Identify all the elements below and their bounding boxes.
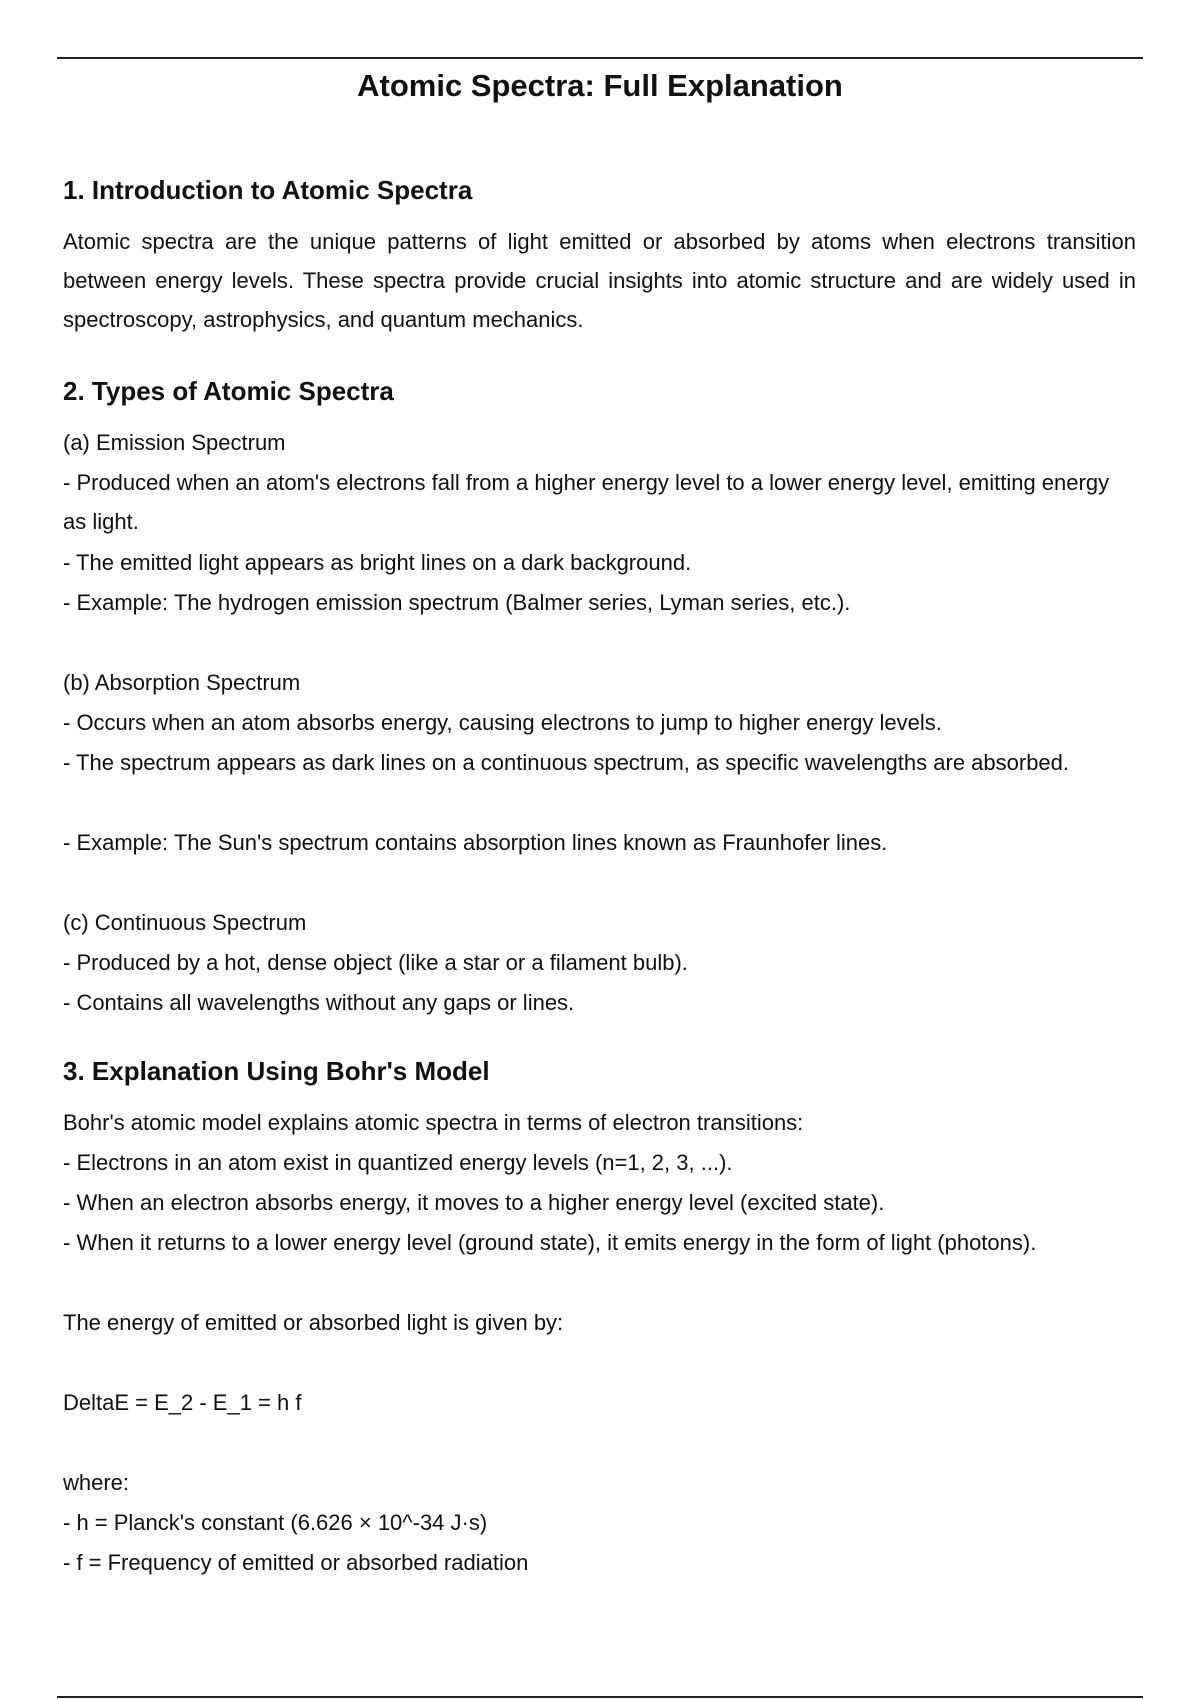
introduction-paragraph: Atomic spectra are the unique patterns of light emitted or absorbed by atoms when electrons transition between energy levels. These spectra provide crucial insights into atomic structure and are widely used in spectroscopy, astrophysics, and quantum mechanics. — [63, 229, 1136, 332]
energy-intro: The energy of emitted or absorbed light is given by: — [63, 1310, 564, 1335]
emission-bullet: - Produced when an atom's electrons fall from a higher energy level to a lower energy level, emitting energy as light. — [63, 470, 1110, 534]
subsection-title-continuous: (c) Continuous Spectrum — [63, 910, 307, 935]
energy-formula: DeltaE = E_2 - E_1 = h f — [63, 1390, 302, 1415]
emission-bullet: - Example: The hydrogen emission spectrum (Balmer series, Lyman series, etc.). — [63, 590, 851, 615]
bohr-bullet: - When it returns to a lower energy level (ground state), it emits energy in the form of light (photons). — [63, 1230, 1037, 1255]
subsection-title-absorption: (b) Absorption Spectrum — [63, 670, 301, 695]
absorption-bullet: - Example: The Sun's spectrum contains absorption lines known as Fraunhofer lines. — [63, 830, 888, 855]
continuous-bullet: - Produced by a hot, dense object (like a star or a filament bulb). — [63, 950, 688, 975]
absorption-bullet: - The spectrum appears as dark lines on a continuous spectrum, as specific wavelengths are absorbed. — [63, 750, 1070, 775]
definition-planck-constant: - h = Planck's constant (6.626 × 10^-34 J·s) — [63, 1510, 488, 1535]
bohr-bullet: - When an electron absorbs energy, it moves to a higher energy level (excited state). — [63, 1190, 885, 1215]
continuous-bullet: - Contains all wavelengths without any gaps or lines. — [63, 990, 575, 1015]
bohr-intro: Bohr's atomic model explains atomic spectra in terms of electron transitions: — [63, 1110, 804, 1135]
emission-bullet: - The emitted light appears as bright lines on a dark background. — [63, 550, 692, 575]
subsection-title-emission: (a) Emission Spectrum — [63, 430, 286, 455]
bottom-rule — [57, 1696, 1143, 1698]
top-rule — [57, 57, 1143, 59]
section-heading-bohr-model: 3. Explanation Using Bohr's Model — [63, 1056, 490, 1086]
where-label: where: — [63, 1470, 130, 1495]
section-heading-types: 2. Types of Atomic Spectra — [63, 376, 394, 406]
definition-frequency: - f = Frequency of emitted or absorbed radiation — [63, 1550, 529, 1575]
section-heading-introduction: 1. Introduction to Atomic Spectra — [63, 175, 473, 205]
document-title: Atomic Spectra: Full Explanation — [357, 68, 843, 103]
bohr-bullet: - Electrons in an atom exist in quantized energy levels (n=1, 2, 3, ...). — [63, 1150, 733, 1175]
absorption-bullet: - Occurs when an atom absorbs energy, causing electrons to jump to higher energy levels. — [63, 710, 942, 735]
